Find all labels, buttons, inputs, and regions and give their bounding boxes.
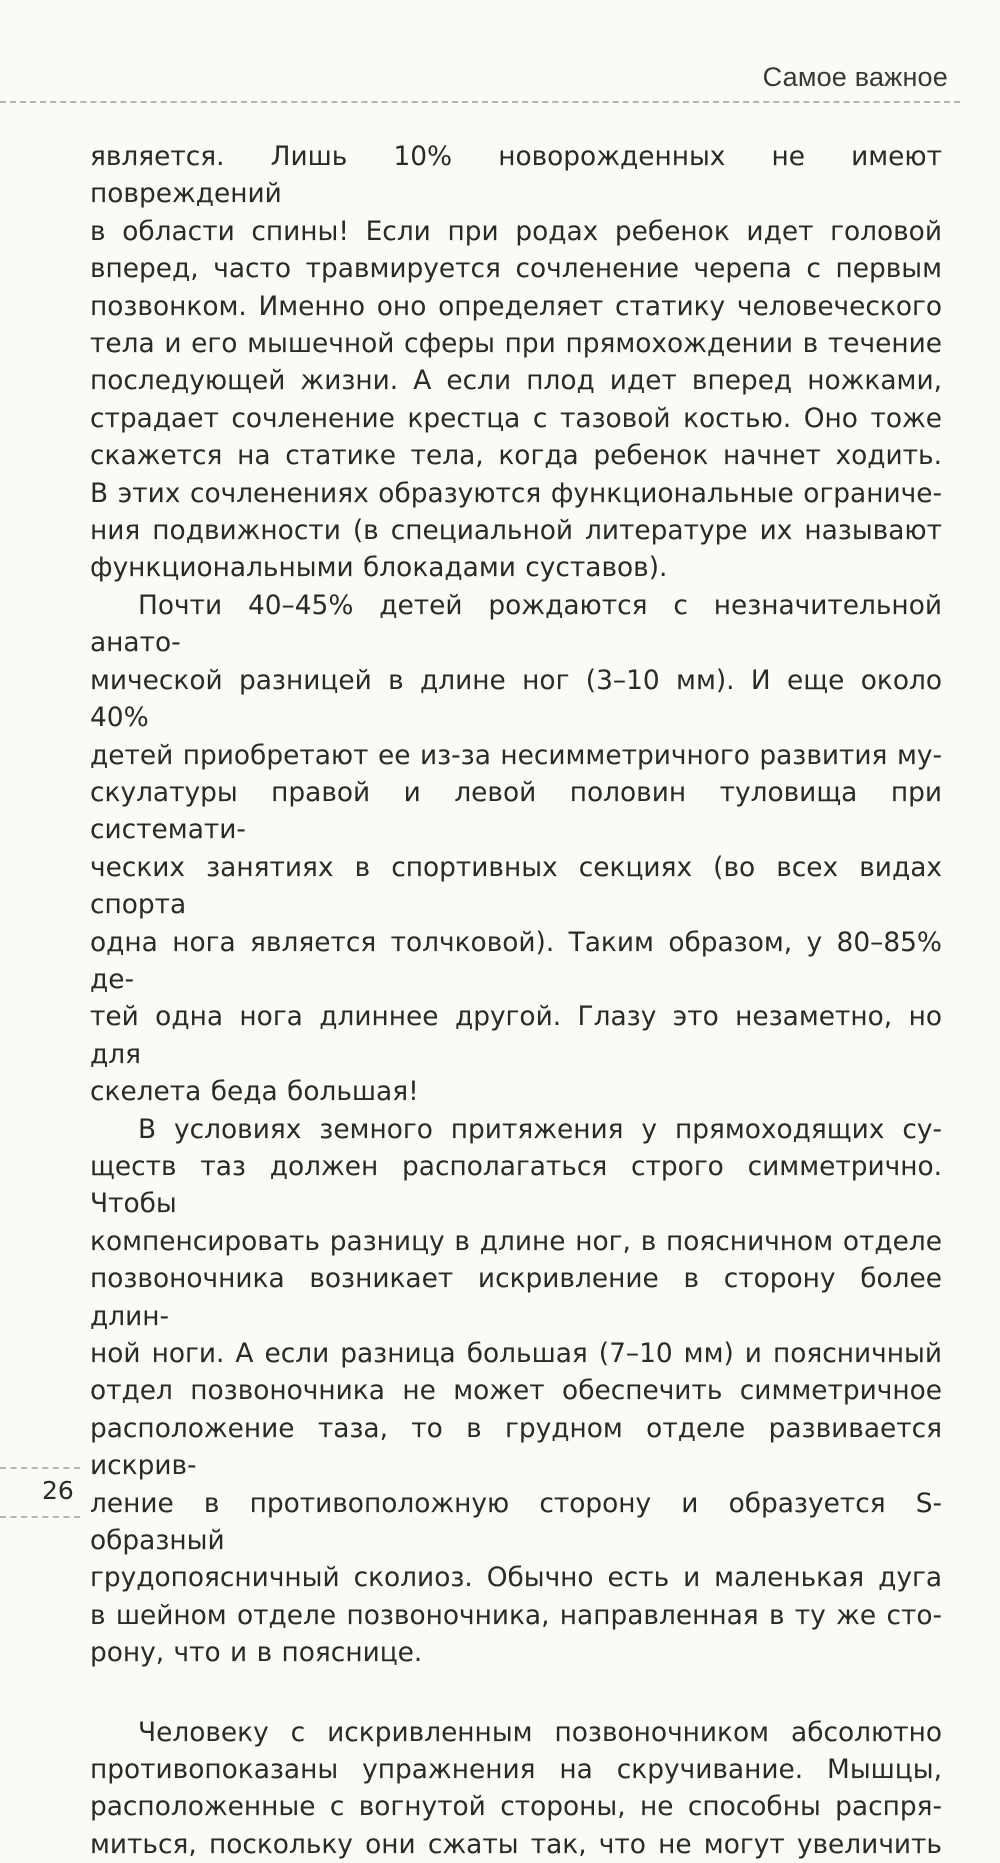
text-line: тела и его мышечной сферы при прямохождении в течение <box>90 328 942 360</box>
text-line: позвонком. Именно оно определяет статику человеческого <box>90 290 942 322</box>
text-line: в шейном отделе позвоночника, направленная в ту же сто- <box>90 1599 942 1631</box>
text-line: скелета беда большая! <box>90 1076 419 1108</box>
text-line: тей одна нога длиннее другой. Глазу это незаметно, но для <box>90 1001 942 1070</box>
text-line: вперед, часто травмируется сочленение черепа с первым <box>90 253 942 285</box>
text-line: ческих занятиях в спортивных секциях (во всех видах спорта <box>90 851 942 921</box>
text-line: ществ таз должен располагаться строго симметрично. Чтобы <box>90 1150 942 1220</box>
running-head-title: Самое важное <box>762 62 948 92</box>
text-line: В условиях земного притяжения у прямоходящих су- <box>138 1113 942 1145</box>
text-line: расположенные с вогнутой стороны, не способны распря- <box>90 1791 942 1823</box>
paragraph-leg-length <box>90 587 942 1111</box>
text-line: детей приобретают ее из-за несимметричного развития му- <box>90 739 942 771</box>
header-divider <box>0 101 960 103</box>
text-line: расположение таза, то в грудном отделе развивается искрив- <box>90 1412 942 1482</box>
paragraph-scoliosis <box>90 1111 942 1672</box>
text-line: одна нога является толчковой). Таким образом, у 80–85% де- <box>90 926 942 995</box>
text-line: функциональными блокадами суставов). <box>90 552 668 584</box>
section-spacer <box>90 1672 942 1714</box>
text-line: Человеку с искривленным позвоночником абсолютно <box>138 1716 942 1748</box>
text-line: является. Лишь 10% новорожденных не имеют повреждений <box>90 141 942 210</box>
text-line: ния подвижности (в специальной литературе их называют <box>90 515 942 547</box>
text-line: компенсировать разницу в длине ног, в поясничном отделе <box>90 1225 942 1257</box>
text-line: отдел позвоночника не может обеспечить симметричное <box>90 1375 942 1407</box>
footer-divider-top <box>0 1467 80 1469</box>
text-line: ление в противоположную сторону и образуется S-образный <box>90 1487 942 1557</box>
body-text <box>90 138 942 1863</box>
paragraph-continued <box>90 138 942 587</box>
text-line: последующей жизни. А если плод идет вперед ножками, <box>90 365 942 397</box>
text-line: В этих сочленениях образуются функциональные ограниче- <box>90 477 942 509</box>
text-line: миться, поскольку они сжаты так, что не могут увеличить <box>90 1828 942 1860</box>
footer-divider-bottom <box>0 1516 80 1518</box>
paragraph-twisting <box>90 1714 942 1863</box>
text-line: скажется на статике тела, когда ребенок начнет ходить. <box>90 440 942 472</box>
text-line: Почти 40–45% детей рождаются с незначительной анато- <box>90 589 942 659</box>
text-line: мической разницей в длине ног (3–10 мм). И еще около 40% <box>90 664 942 734</box>
text-line: грудопоясничный сколиоз. Обычно есть и маленькая дуга <box>90 1562 942 1594</box>
text-line: в области спины! Если при родах ребенок идет головой <box>90 215 942 247</box>
text-line: скулатуры правой и левой половин туловища при системати- <box>90 776 942 846</box>
text-line: позвоночника возникает искривление в сторону более длин- <box>90 1263 942 1332</box>
text-line: противопоказаны упражнения на скручивание. Мышцы, <box>90 1754 942 1786</box>
text-line: рону, что и в пояснице. <box>90 1637 423 1669</box>
text-line: ной ноги. А если разница большая (7–10 мм) и поясничный <box>90 1338 942 1369</box>
page-number: 26 <box>42 1476 74 1505</box>
text-line: страдает сочленение крестца с тазовой костью. Оно тоже <box>90 402 942 434</box>
